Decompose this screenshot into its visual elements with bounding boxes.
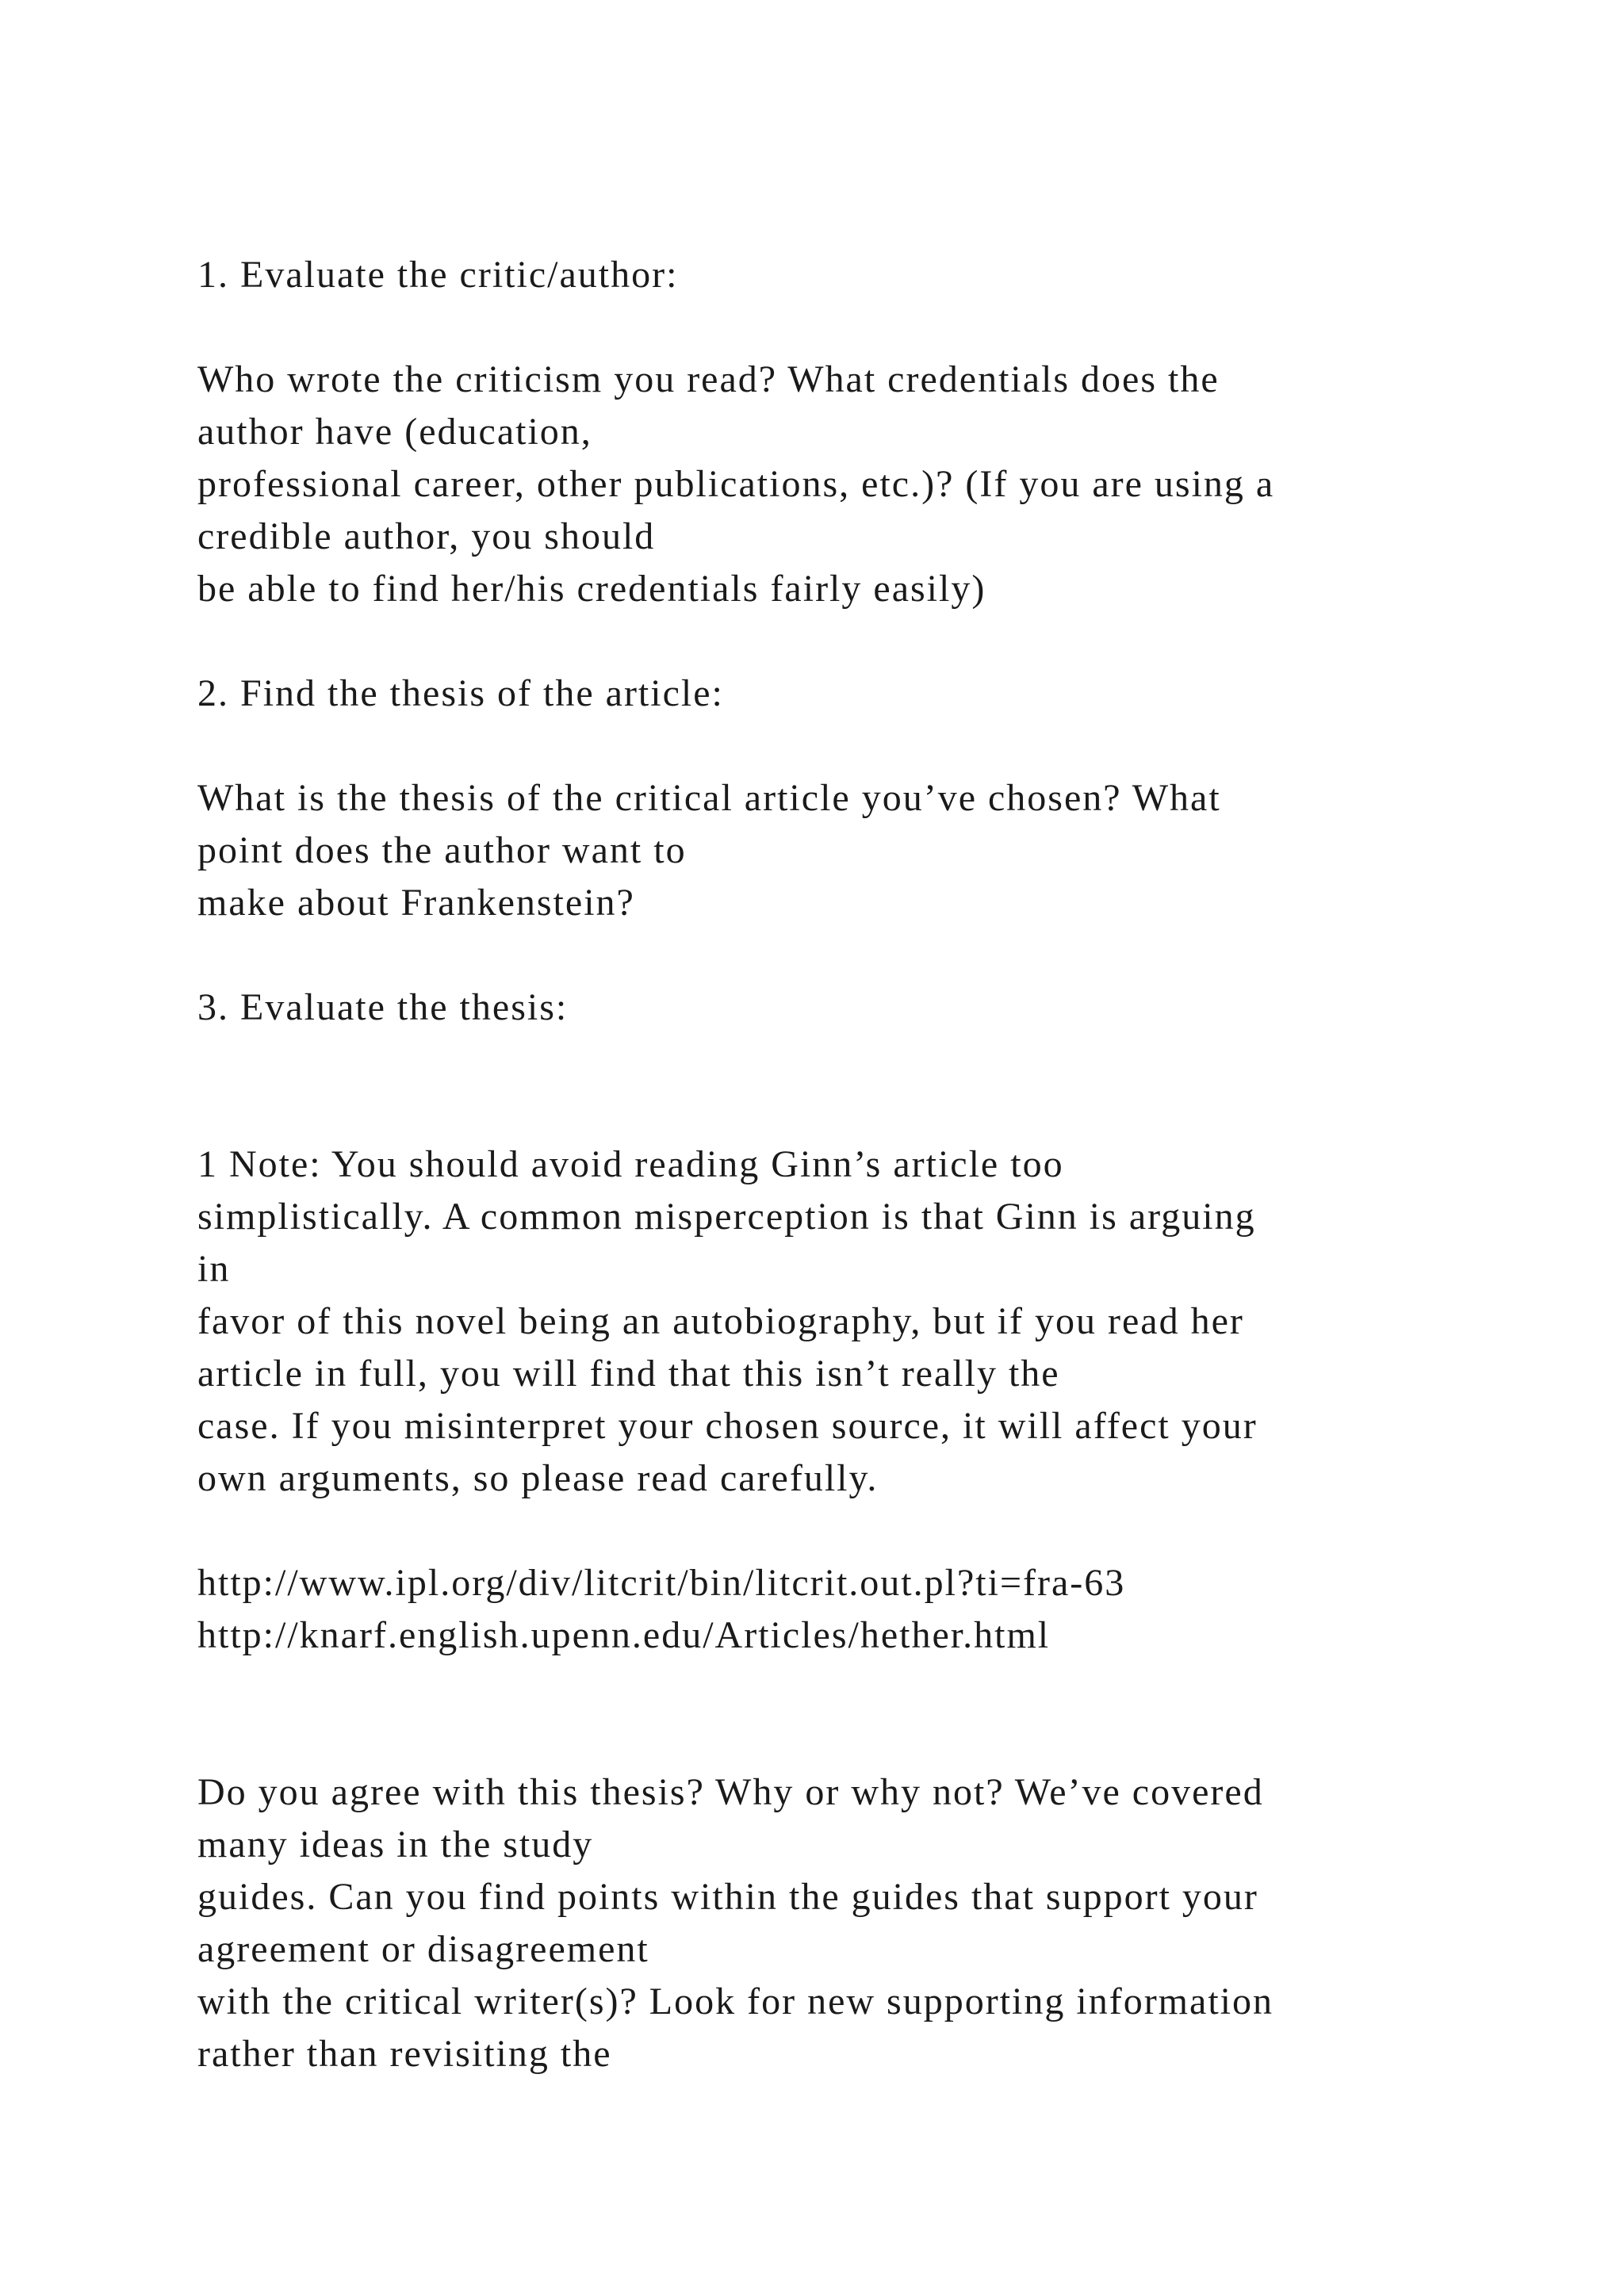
section-2-text-line: point does the author want to [197,829,687,871]
closing-text-line: rather than revisiting the [197,2033,612,2075]
footnote-line: simplistically. A common misperception is that Ginn is arguing [197,1196,1256,1238]
footnote-line: case. If you misinterpret your chosen source, it will affect your [197,1405,1258,1447]
closing-text-line: many ideas in the study [197,1823,594,1866]
section-1-text-line: credible author, you should [197,515,656,557]
section-2-text-line: make about Frankenstein? [197,882,635,924]
reference-url: http://www.ipl.org/div/litcrit/bin/litcrit.out.pl?ti=fra-63 [197,1562,1126,1604]
footnote-line: 1 Note: You should avoid reading Ginn’s article too [197,1143,1064,1185]
footnote-line: in [197,1248,231,1290]
footnote-line: favor of this novel being an autobiography, but if you read her [197,1300,1244,1342]
closing-text-line: guides. Can you find points within the guides that support your [197,1876,1258,1918]
footnote-line: own arguments, so please read carefully. [197,1457,879,1499]
reference-url: http://knarf.english.upenn.edu/Articles/hether.html [197,1614,1051,1656]
footnote-line: article in full, you will find that this isn’t really the [197,1353,1060,1395]
section-3-heading: 3. Evaluate the thesis: [197,986,569,1028]
closing-text-line: agreement or disagreement [197,1928,649,1970]
closing-text-line: with the critical writer(s)? Look for new supporting information [197,1980,1274,2022]
section-2-heading: 2. Find the thesis of the article: [197,672,724,714]
section-1-text-line: author have (education, [197,411,592,453]
section-1-heading: 1. Evaluate the critic/author: [197,254,679,296]
section-1-text-line: be able to find her/his credentials fairly easily) [197,568,986,610]
section-1-text-line: Who wrote the criticism you read? What credentials does the [197,358,1220,400]
section-2-text-line: What is the thesis of the critical article you’ve chosen? What [197,777,1221,819]
closing-text-line: Do you agree with this thesis? Why or why not? We’ve covered [197,1771,1264,1813]
section-1-text-line: professional career, other publications, etc.)? (If you are using a [197,463,1275,505]
